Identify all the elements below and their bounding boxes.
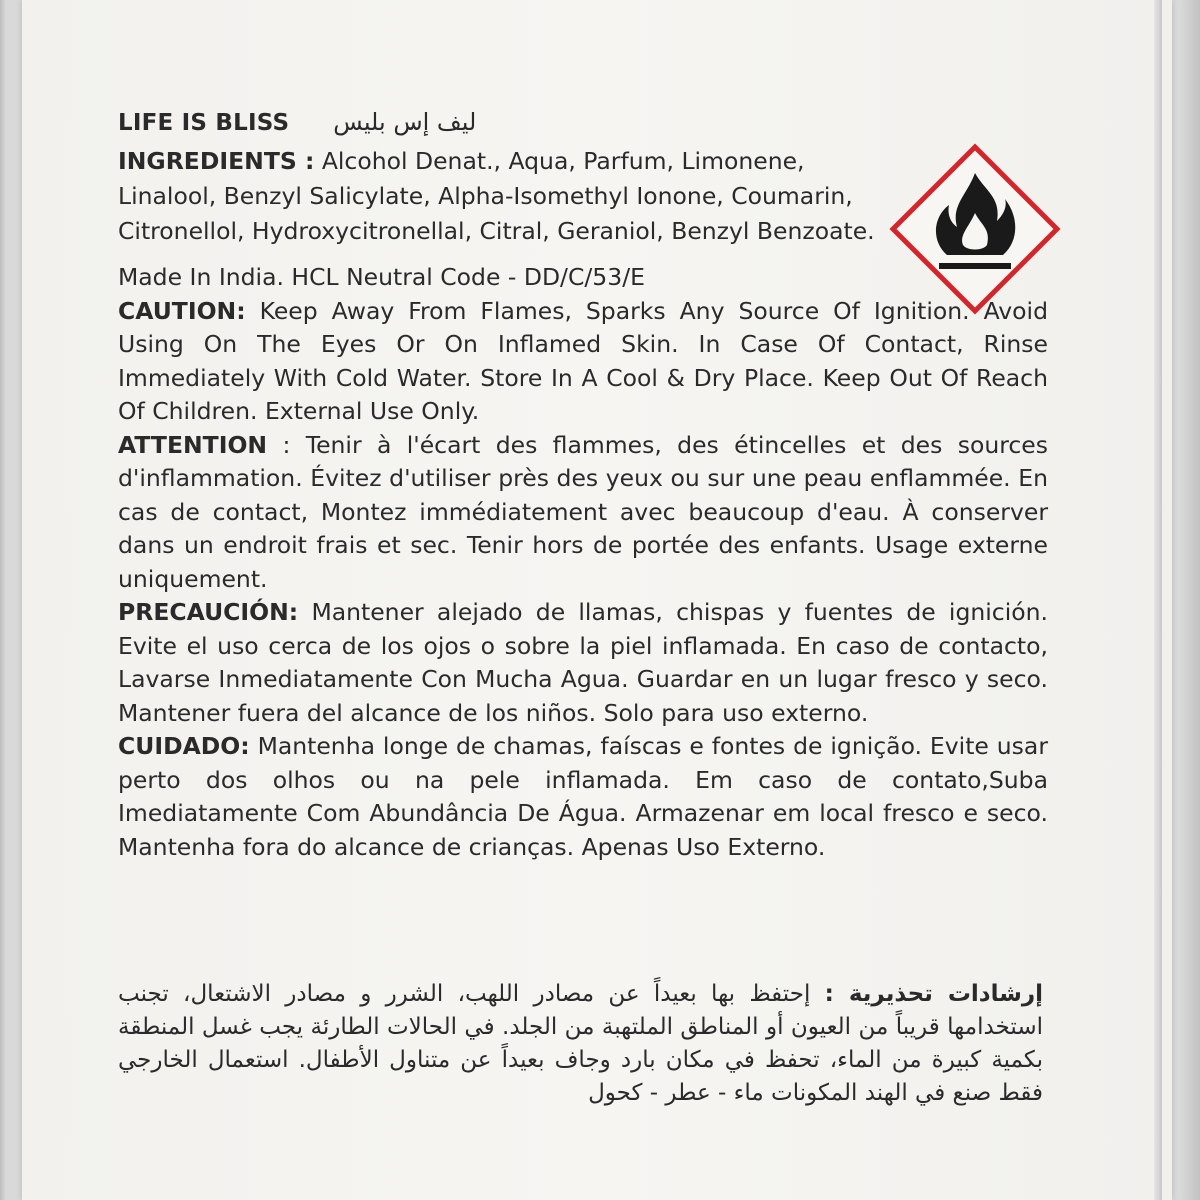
cuidado-section bbox=[118, 730, 1048, 864]
caution-section bbox=[118, 295, 1048, 429]
precaucion-heading: PRECAUCIÓN: bbox=[118, 598, 299, 626]
attention-text: : Tenir à l'écart des flammes, des étincelles et des sources d'inflammation. Évitez d'utiliser près des yeux ou sur une peau enflammée. En cas de contact, Montez immédiatement avec beaucoup d'eau. À conserver dans un endroit frais et sec. Tenir hors de portée des enfants. Usage externe uniquement. bbox=[118, 430, 1048, 593]
cuidado-text: Mantenha longe de chamas, faíscas e fontes de ignição. Evite usar perto dos olhos ou na pele inflamada. Em caso de contato,Suba Imediatamente Com Abundância De Água. Armazenar em local fresco e seco. Mantenha fora do alcance de crianças. Apenas Uso Externo. bbox=[118, 732, 1048, 861]
attention-section bbox=[118, 429, 1048, 597]
arabic-warning-heading: إرشادات تحذيرية : bbox=[824, 981, 1043, 1007]
ingredients-text: Alcohol Denat., Aqua, Parfum, Limonene, Linalool, Benzyl Salicylate, Alpha-Isomethyl Ionone, Coumarin, Citronellol, Hydroxycitronellal, Citral, Geraniol, Benzyl Benzoate. bbox=[118, 147, 875, 245]
precaucion-section bbox=[118, 596, 1048, 730]
precaucion-text: Mantener alejado de llamas, chispas y fuentes de ignición. Evite el uso cerca de los ojos o sobre la piel inflamada. En caso de contacto, Lavarse Inmediatamente Con Mucha Agua. Guardar en un lugar fresco y seco. Mantener fuera del alcance de los niños. Solo para uso externo. bbox=[118, 598, 1048, 727]
label-edge bbox=[1154, 0, 1162, 1200]
origin-text: Made In India. HCL Neutral Code - DD/C/53/E bbox=[118, 263, 645, 291]
ingredients-heading: INGREDIENTS : bbox=[118, 147, 315, 175]
arabic-warning-section bbox=[118, 978, 1043, 1110]
caution-text: Keep Away From Flames, Sparks Any Source Of Ignition. Avoid Using On The Eyes Or On Inflamed Skin. In Case Of Contact, Rinse Immediately With Cold Water. Store In A Cool & Dry Place. Keep Out Of Reach Of Children. External Use Only. bbox=[118, 296, 1048, 425]
product-name: LIFE IS BLISS bbox=[118, 110, 290, 136]
ingredients-section bbox=[118, 144, 878, 249]
label-text-block bbox=[118, 108, 1058, 864]
attention-heading: ATTENTION bbox=[118, 430, 268, 459]
arabic-warning-text: إحتفظ بها بعيداً عن مصادر اللهب، الشرر و مصادر الاشتعال، تجنب استخدامها قريباً من العيون أو المناطق الملتهبة من الجلد. في الحالات الطارئة يجب غسل المنطقة بكمية كبيرة من الماء، تحفظ في مكان بارد وجاف بعيداً عن متناول الأطفال. استعمال الخارجي فقط صنع في الهند المكونات ماء - عطر - كحول bbox=[118, 981, 1043, 1106]
product-name-arabic: ليف إس بليس bbox=[333, 108, 477, 136]
caution-heading: CAUTION: bbox=[118, 296, 246, 325]
product-title-row bbox=[118, 108, 1058, 136]
cuidado-heading: CUIDADO: bbox=[118, 732, 250, 760]
